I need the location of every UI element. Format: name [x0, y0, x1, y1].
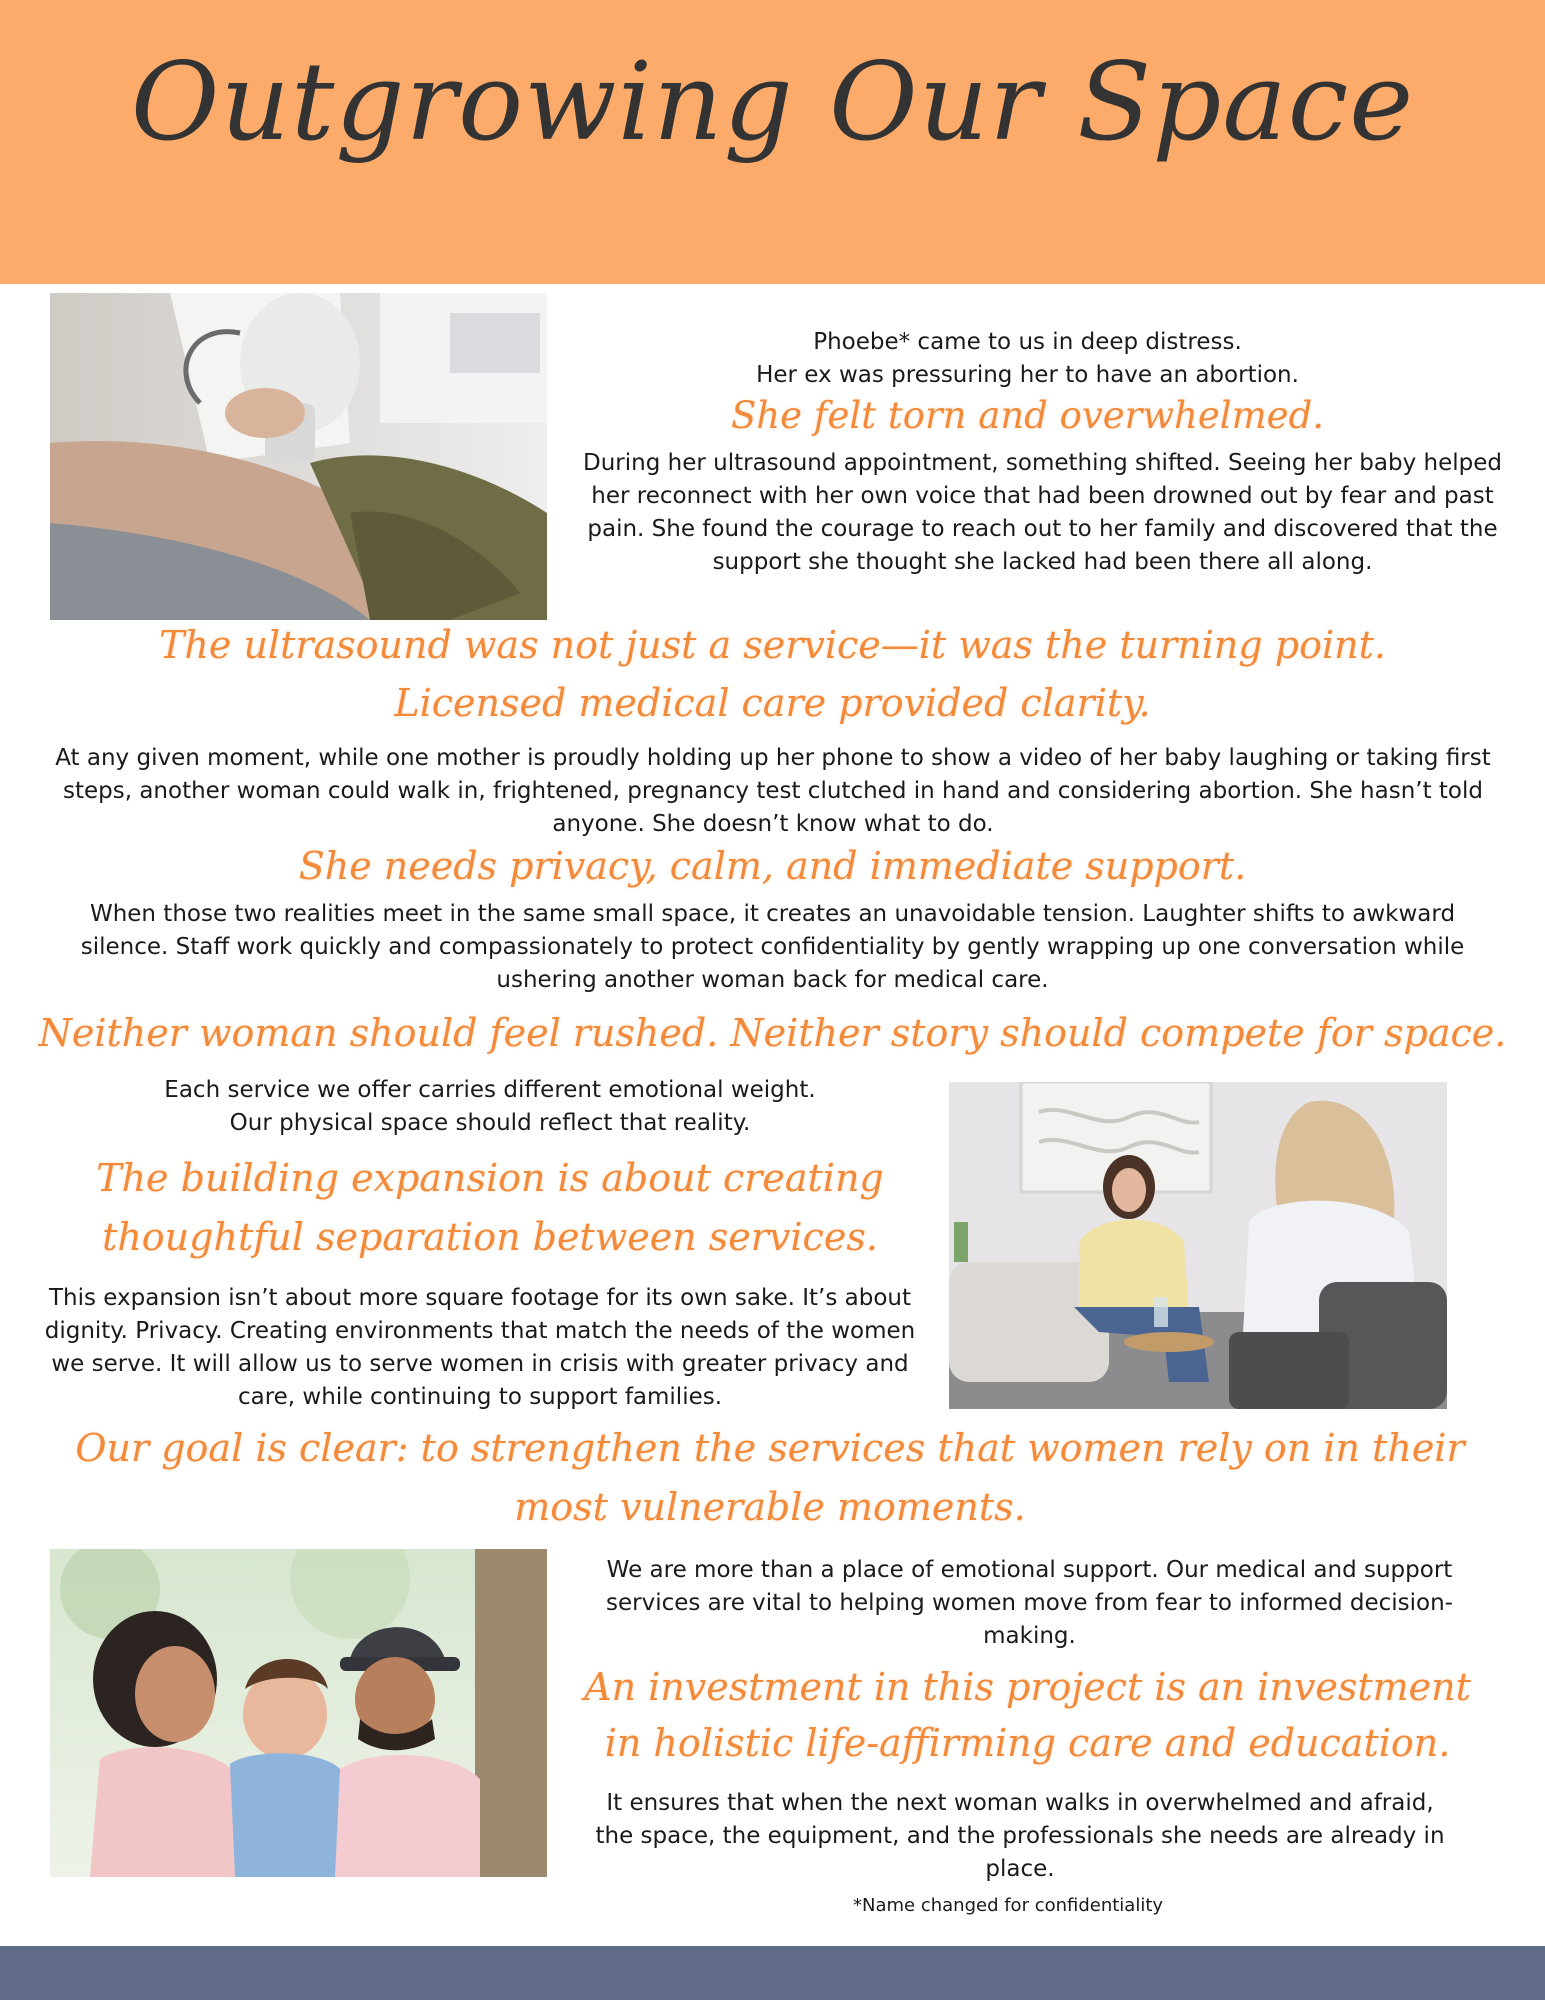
highlight-investment-2: in holistic life-affirming care and education.: [604, 1721, 1451, 1765]
footer-bar: [0, 1946, 1545, 2000]
page-title: Outgrowing Our Space: [130, 40, 1415, 165]
highlight-goal-1: Our goal is clear: to strengthen the services that women rely on in their: [75, 1426, 1465, 1470]
highlight-neither-woman: Neither woman should feel rushed. Neither story should compete for space.: [38, 1011, 1507, 1055]
expansion-paragraph: This expansion isn’t about more square footage for its own sake. It’s about dignity. Privacy. Creating environments that match the needs of the women we serve. It will allow us to serve women in crisis with greater privacy and care, while continuing to support families.: [44, 1285, 916, 1410]
ensures-paragraph: It ensures that when the next woman walks in overwhelmed and afraid, the space, the equipment, and the professionals she needs are already in place.: [595, 1790, 1445, 1882]
service-weight-line-1: Each service we offer carries different emotional weight.: [164, 1077, 816, 1103]
support-paragraph: We are more than a place of emotional support. Our medical and support services are vital to helping women move from fear to informed decision-making.: [606, 1557, 1453, 1649]
highlight-clarity: Licensed medical care provided clarity.: [394, 681, 1151, 725]
intro-line-1: Phoebe* came to us in deep distress.: [813, 329, 1242, 355]
ultrasound-story: During her ultrasound appointment, something shifted. Seeing her baby helped her reconnect with her own voice that had been drowned out by fear and past pain. She found the courage to reach out to her family and discovered that the support she thought she lacked had been there all along.: [583, 450, 1502, 575]
highlight-goal-2: most vulnerable moments.: [514, 1485, 1026, 1529]
footnote: *Name changed for confidentiality: [853, 1895, 1164, 1916]
counseling-photo: [949, 1082, 1447, 1409]
service-weight-line-2: Our physical space should reflect that reality.: [229, 1110, 751, 1136]
highlight-turning-point: The ultrasound was not just a service—it was the turning point.: [159, 623, 1386, 667]
moment-paragraph: At any given moment, while one mother is proudly holding up her phone to show a video of her baby laughing or taking first steps, another woman could walk in, frightened, pregnancy test clutched in hand and considering abortion. She hasn’t told anyone. She doesn’t know what to do.: [55, 745, 1491, 837]
highlight-investment-1: An investment in this project is an investment: [584, 1665, 1471, 1709]
intro-line-2: Her ex was pressuring her to have an abortion.: [756, 362, 1299, 388]
ultrasound-photo: [50, 293, 547, 620]
highlight-needs-privacy: She needs privacy, calm, and immediate support.: [298, 844, 1247, 888]
highlight-expansion-1: The building expansion is about creating: [96, 1156, 884, 1200]
highlight-torn: She felt torn and overwhelmed.: [730, 394, 1325, 437]
highlight-expansion-2: thoughtful separation between services.: [102, 1215, 878, 1259]
tension-paragraph: When those two realities meet in the same small space, it creates an unavoidable tension. Laughter shifts to awkward silence. Staff work quickly and compassionately to protect confidentiality by gently wrapping up one conversation while ushering another woman back for medical care.: [80, 901, 1465, 993]
family-photo: [50, 1549, 547, 1877]
